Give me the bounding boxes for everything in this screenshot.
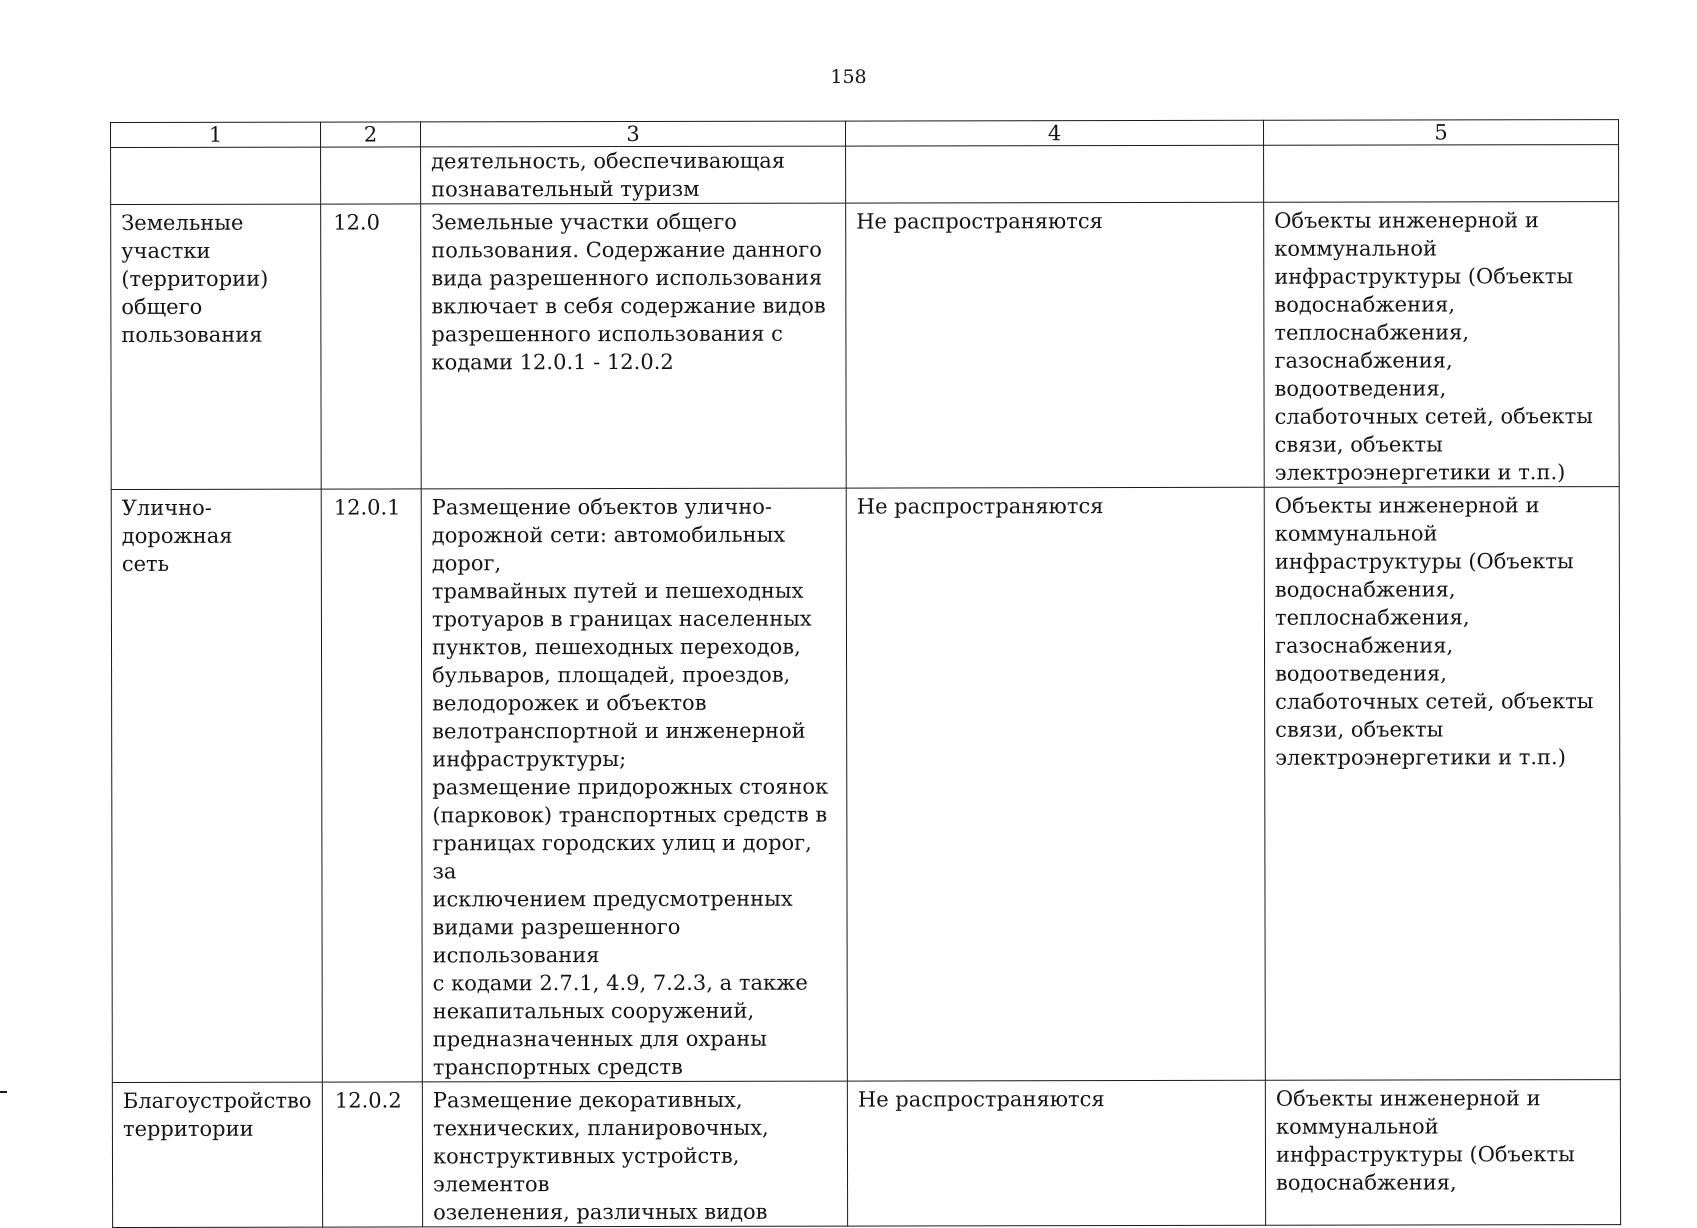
- margin-mark: [0, 1091, 7, 1093]
- table-row-landscaping: [112, 1080, 1620, 1228]
- cell-column-4: Не распространяются: [847, 1080, 1265, 1226]
- cell-use-name: Улично-дорожная сеть: [111, 489, 322, 1082]
- column-header-1: 1: [111, 122, 321, 147]
- column-header-5: 5: [1263, 120, 1618, 146]
- cell-column-5: Объекты инженерной и коммунальной инфраструктуры (Объекты водоснабжения, теплоснабжения, газоснабжения, водоотведения, слаботочных сетей, объекты связи, объекты электроэнергетики и т.п.): [1264, 202, 1620, 488]
- table-header-row: [111, 120, 1619, 148]
- cell-use-code: 12.0.2: [322, 1082, 422, 1227]
- table-row-street-network: [111, 487, 1620, 1083]
- cell-use-description: деятельность, обеспечивающая познавательный туризм: [421, 146, 846, 204]
- cell-use-name: [111, 147, 321, 204]
- column-header-4: 4: [845, 120, 1263, 146]
- cell-use-name: Земельные участки (территории) общего пользования: [111, 204, 322, 489]
- cell-use-code: 12.0: [321, 204, 422, 489]
- table-row-public-land: [111, 202, 1620, 490]
- cell-use-code: [321, 147, 421, 204]
- cell-use-description: Размещение декоративных, технических, планировочных, конструктивных устройств, элементов озеленения, различных видов: [422, 1081, 847, 1227]
- cell-use-name: Благоустройство территории: [112, 1082, 322, 1227]
- column-header-3: 3: [421, 121, 846, 147]
- cell-use-description: Размещение объектов улично- дорожной сети: автомобильных дорог, трамвайных путей и пешеходных тротуаров в границах населенных пунктов, пешеходных переходов, бульваров, площадей, проездов, велодорожек и объектов велотранспортной и инженерной инфраструктуры; размещение придорожных стоянок (парковок) транспортных средств в границах городских улиц и дорог, за исключением предусмотренных видами разрешенного использования с кодами 2.7.1, 4.9, 7.2.3, а также некапитальных сооружений, предназначенных для охраны транспортных средств: [421, 488, 847, 1082]
- cell-column-4: [846, 145, 1264, 203]
- cell-use-description: Земельные участки общего пользования. Содержание данного вида разрешенного использования включает в себя содержание видов разрешенного использования с кодами 12.0.1 - 12.0.2: [421, 203, 847, 489]
- page-number: 158: [830, 66, 867, 88]
- cell-column-5: Объекты инженерной и коммунальной инфраструктуры (Объекты водоснабжения, теплоснабжения, газоснабжения, водоотведения, слаботочных сетей, объекты связи, объекты электроэнергетики и т.п.): [1264, 487, 1620, 1081]
- column-header-2: 2: [321, 122, 421, 147]
- cell-use-code: 12.0.1: [321, 489, 422, 1082]
- land-use-table: [110, 119, 1621, 1228]
- cell-column-5: Объекты инженерной и коммунальной инфраструктуры (Объекты водоснабжения,: [1265, 1080, 1620, 1226]
- cell-column-4: Не распространяются: [846, 487, 1265, 1081]
- cell-column-4: Не распространяются: [846, 202, 1265, 488]
- cell-column-5: [1264, 145, 1619, 203]
- table-row-continuation: [111, 145, 1619, 205]
